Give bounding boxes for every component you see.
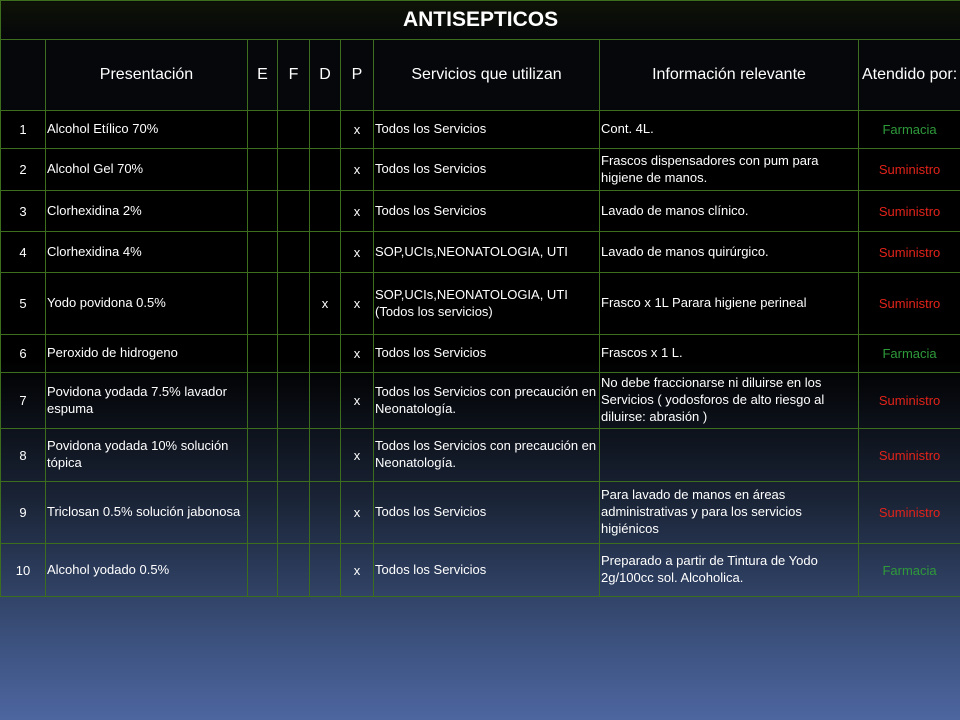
- cell-d: [310, 429, 341, 482]
- cell-servicios: SOP,UCIs,NEONATOLOGIA, UTI: [374, 232, 600, 273]
- cell-e: [248, 191, 278, 232]
- cell-atendido: Suministro: [859, 482, 960, 544]
- cell-presentacion: Alcohol Gel 70%: [46, 149, 248, 191]
- cell-info: Frascos x 1 L.: [600, 335, 859, 373]
- cell-f: [278, 429, 310, 482]
- cell-presentacion: Triclosan 0.5% solución jabonosa: [46, 482, 248, 544]
- cell-p: x: [341, 191, 374, 232]
- cell-p: x: [341, 373, 374, 429]
- cell-atendido: Farmacia: [859, 544, 960, 597]
- header-info: Información relevante: [600, 40, 859, 111]
- cell-f: [278, 335, 310, 373]
- cell-servicios: Todos los Servicios: [374, 111, 600, 149]
- cell-servicios: Todos los Servicios con precaución en Neonatología.: [374, 429, 600, 482]
- cell-d: [310, 149, 341, 191]
- header-f: F: [278, 40, 310, 111]
- cell-atendido: Suministro: [859, 149, 960, 191]
- cell-e: [248, 232, 278, 273]
- cell-atendido: Suministro: [859, 191, 960, 232]
- cell-d: [310, 232, 341, 273]
- cell-presentacion: Peroxido de hidrogeno: [46, 335, 248, 373]
- header-d: D: [310, 40, 341, 111]
- cell-d: [310, 191, 341, 232]
- cell-e: [248, 149, 278, 191]
- table-row: [1, 232, 960, 273]
- cell-servicios: Todos los Servicios con precaución en Neonatología.: [374, 373, 600, 429]
- cell-atendido: Farmacia: [859, 111, 960, 149]
- cell-e: [248, 273, 278, 335]
- cell-info: Frascos dispensadores con pum para higiene de manos.: [600, 149, 859, 191]
- cell-e: [248, 544, 278, 597]
- header-presentacion: Presentación: [46, 40, 248, 111]
- cell-servicios: Todos los Servicios: [374, 149, 600, 191]
- cell-servicios: Todos los Servicios: [374, 335, 600, 373]
- table-row: [1, 482, 960, 544]
- row-number: 2: [1, 149, 46, 191]
- row-number: 7: [1, 373, 46, 429]
- cell-e: [248, 373, 278, 429]
- cell-f: [278, 273, 310, 335]
- cell-info: [600, 429, 859, 482]
- cell-p: x: [341, 149, 374, 191]
- row-number: 1: [1, 111, 46, 149]
- cell-f: [278, 191, 310, 232]
- header-atendido: Atendido por:: [859, 40, 960, 111]
- cell-e: [248, 429, 278, 482]
- cell-p: x: [341, 273, 374, 335]
- cell-presentacion: Alcohol yodado 0.5%: [46, 544, 248, 597]
- cell-f: [278, 149, 310, 191]
- cell-f: [278, 232, 310, 273]
- cell-info: Preparado a partir de Tintura de Yodo 2g/100cc sol. Alcoholica.: [600, 544, 859, 597]
- cell-d: [310, 111, 341, 149]
- table-row: [1, 111, 960, 149]
- cell-info: Lavado de manos quirúrgico.: [600, 232, 859, 273]
- cell-f: [278, 111, 310, 149]
- cell-d: [310, 373, 341, 429]
- cell-presentacion: Clorhexidina 2%: [46, 191, 248, 232]
- row-number: 8: [1, 429, 46, 482]
- cell-p: x: [341, 335, 374, 373]
- cell-d: [310, 482, 341, 544]
- cell-presentacion: Yodo povidona 0.5%: [46, 273, 248, 335]
- cell-d: [310, 335, 341, 373]
- cell-presentacion: Alcohol Etílico 70%: [46, 111, 248, 149]
- row-number: 5: [1, 273, 46, 335]
- cell-info: Frasco x 1L Parara higiene perineal: [600, 273, 859, 335]
- cell-servicios: Todos los Servicios: [374, 544, 600, 597]
- cell-p: x: [341, 111, 374, 149]
- cell-d: x: [310, 273, 341, 335]
- cell-f: [278, 373, 310, 429]
- row-number: 9: [1, 482, 46, 544]
- cell-d: [310, 544, 341, 597]
- cell-p: x: [341, 482, 374, 544]
- cell-atendido: Suministro: [859, 373, 960, 429]
- table-row: [1, 373, 960, 429]
- cell-info: Cont. 4L.: [600, 111, 859, 149]
- cell-e: [248, 482, 278, 544]
- cell-atendido: Suministro: [859, 429, 960, 482]
- cell-info: Para lavado de manos en áreas administrativas y para los servicios higiénicos: [600, 482, 859, 544]
- cell-servicios: SOP,UCIs,NEONATOLOGIA, UTI (Todos los servicios): [374, 273, 600, 335]
- table-row: [1, 191, 960, 232]
- cell-f: [278, 482, 310, 544]
- table-row: [1, 273, 960, 335]
- cell-atendido: Suministro: [859, 232, 960, 273]
- header-row: [1, 40, 960, 111]
- cell-presentacion: Povidona yodada 7.5% lavador espuma: [46, 373, 248, 429]
- cell-info: Lavado de manos clínico.: [600, 191, 859, 232]
- cell-p: x: [341, 232, 374, 273]
- table-row: [1, 429, 960, 482]
- table-row: [1, 149, 960, 191]
- header-p: P: [341, 40, 374, 111]
- cell-presentacion: Clorhexidina 4%: [46, 232, 248, 273]
- table-row: [1, 544, 960, 597]
- header-num: [1, 40, 46, 111]
- row-number: 4: [1, 232, 46, 273]
- cell-servicios: Todos los Servicios: [374, 482, 600, 544]
- cell-f: [278, 544, 310, 597]
- cell-atendido: Farmacia: [859, 335, 960, 373]
- cell-info: No debe fraccionarse ni diluirse en los Servicios ( yodosforos de alto riesgo al diluirse: abrasión ): [600, 373, 859, 429]
- cell-e: [248, 335, 278, 373]
- cell-e: [248, 111, 278, 149]
- cell-p: x: [341, 544, 374, 597]
- row-number: 3: [1, 191, 46, 232]
- table-title: ANTISEPTICOS: [1, 1, 960, 40]
- cell-atendido: Suministro: [859, 273, 960, 335]
- header-e: E: [248, 40, 278, 111]
- table-row: [1, 335, 960, 373]
- cell-servicios: Todos los Servicios: [374, 191, 600, 232]
- row-number: 10: [1, 544, 46, 597]
- header-servicios: Servicios que utilizan: [374, 40, 600, 111]
- cell-presentacion: Povidona yodada 10% solución tópica: [46, 429, 248, 482]
- cell-p: x: [341, 429, 374, 482]
- row-number: 6: [1, 335, 46, 373]
